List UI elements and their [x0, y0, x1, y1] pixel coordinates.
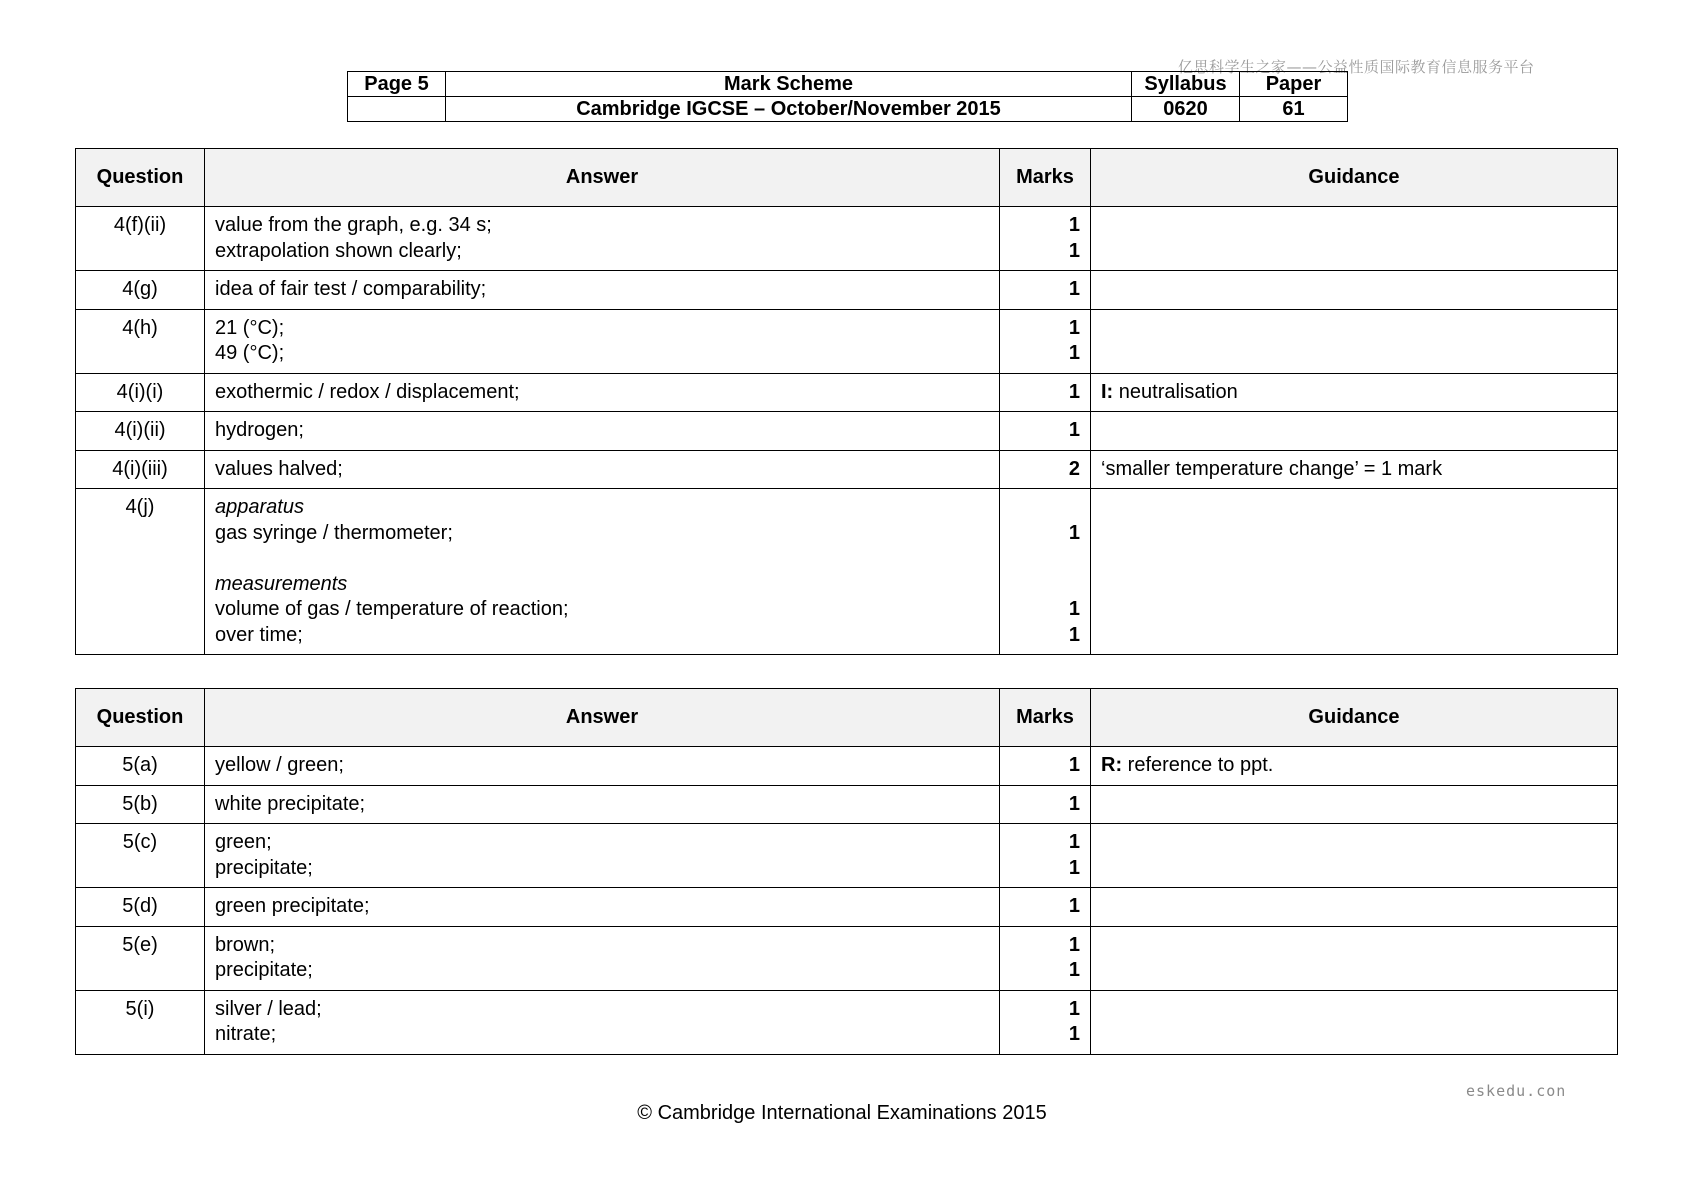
answer-line: values halved;: [215, 457, 343, 480]
answer-cell: [205, 450, 1000, 489]
table-body: [76, 207, 1618, 655]
question-header: Question: [76, 689, 205, 747]
guidance-text: neutralisation: [1113, 380, 1238, 403]
guidance-cell: [1091, 824, 1618, 888]
mark-value: 1: [1068, 754, 1080, 776]
question-number: 5(e): [76, 926, 205, 990]
header-table: [347, 71, 1348, 122]
guidance-text: reference to ppt.: [1122, 754, 1274, 776]
question-number: 5(i): [76, 990, 205, 1054]
answer-line: 21 (°C);: [215, 316, 285, 339]
mark-value: [1010, 495, 1080, 521]
mark-value: 1: [1068, 521, 1080, 544]
mark-value: 1: [1068, 214, 1080, 236]
question-number: 4(f)(ii): [76, 207, 205, 271]
answer-line: yellow / green;: [215, 754, 344, 776]
answer-line: 49 (°C);: [215, 342, 285, 364]
question-number: 4(i)(iii): [76, 450, 205, 489]
table-row: [76, 373, 1618, 412]
answer-header: Answer: [205, 149, 1000, 207]
mark-value: 1: [1068, 997, 1080, 1020]
guidance-cell: [1091, 450, 1618, 489]
question-number: 5(c): [76, 824, 205, 888]
mark-value: [1010, 572, 1080, 598]
marks-header: Marks: [1000, 689, 1091, 747]
answer-line: silver / lead;: [215, 997, 322, 1020]
marks-cell: [1000, 412, 1091, 451]
answer-line: white precipitate;: [215, 792, 366, 815]
answer-line: gas syringe / thermometer;: [215, 521, 453, 544]
answer-cell: [205, 990, 1000, 1054]
mark-value: 1: [1068, 342, 1080, 364]
mark-value: 1: [1068, 792, 1080, 815]
mark-scheme-table-5: [75, 688, 1618, 1055]
answer-cell: [205, 888, 1000, 927]
mark-value: [1010, 546, 1080, 572]
table-row: [76, 926, 1618, 990]
exam-name: Cambridge IGCSE – October/November 2015: [446, 97, 1132, 122]
guidance-cell: [1091, 309, 1618, 373]
paper-number: 61: [1240, 97, 1348, 122]
question-number: 4(j): [76, 489, 205, 655]
document-title: Mark Scheme: [446, 72, 1132, 97]
question-number: 4(g): [76, 271, 205, 310]
marks-header: Marks: [1000, 149, 1091, 207]
mark-value: 1: [1068, 933, 1080, 956]
question-number: 5(d): [76, 888, 205, 927]
answer-line: apparatus: [215, 496, 304, 518]
question-number: 4(h): [76, 309, 205, 373]
answer-line: volume of gas / temperature of reaction;: [215, 598, 569, 620]
watermark-bottom: eskedu.con: [1466, 1082, 1567, 1100]
marks-cell: [1000, 824, 1091, 888]
answer-line: brown;: [215, 933, 276, 956]
marks-cell: [1000, 309, 1091, 373]
table-row: [76, 888, 1618, 927]
mark-value: 1: [1068, 895, 1080, 917]
question-number: 4(i)(i): [76, 373, 205, 412]
question-header: Question: [76, 149, 205, 207]
marks-cell: [1000, 747, 1091, 786]
table-row: [76, 309, 1618, 373]
guidance-cell: [1091, 888, 1618, 927]
guidance-cell: [1091, 412, 1618, 451]
guidance-cell: [1091, 747, 1618, 786]
question-number: 4(i)(ii): [76, 412, 205, 451]
answer-line: over time;: [215, 623, 303, 646]
answer-cell: [205, 373, 1000, 412]
paper-label: Paper: [1240, 72, 1348, 97]
answer-cell: [205, 926, 1000, 990]
table-row: [76, 747, 1618, 786]
table-row: [76, 412, 1618, 451]
question-number: 5(a): [76, 747, 205, 786]
mark-value: 1: [1068, 598, 1080, 620]
table-row: [76, 450, 1618, 489]
marks-cell: [1000, 207, 1091, 271]
answer-line: hydrogen;: [215, 419, 304, 441]
mark-value: 1: [1068, 623, 1080, 646]
table-row: [76, 207, 1618, 271]
guidance-cell: [1091, 990, 1618, 1054]
mark-value: 1: [1068, 278, 1080, 300]
answer-line: green;: [215, 831, 272, 853]
marks-cell: [1000, 926, 1091, 990]
table-row: [76, 785, 1618, 824]
guidance-header: Guidance: [1091, 149, 1618, 207]
answer-cell: [205, 785, 1000, 824]
mark-value: 1: [1068, 419, 1080, 441]
answer-header: Answer: [205, 689, 1000, 747]
guidance-cell: [1091, 926, 1618, 990]
table-row: [76, 990, 1618, 1054]
marks-cell: [1000, 489, 1091, 655]
table-row: [76, 824, 1618, 888]
guidance-cell: [1091, 373, 1618, 412]
mark-value: 2: [1068, 457, 1080, 480]
answer-line: extrapolation shown clearly;: [215, 239, 462, 262]
marks-cell: [1000, 785, 1091, 824]
answer-line: value from the graph, e.g. 34 s;: [215, 214, 492, 236]
table-body: [76, 747, 1618, 1055]
empty-cell: [348, 97, 446, 122]
answer-cell: [205, 309, 1000, 373]
answer-line: measurements: [215, 572, 348, 595]
marks-cell: [1000, 990, 1091, 1054]
answer-cell: [205, 747, 1000, 786]
answer-line: precipitate;: [215, 959, 313, 981]
answer-cell: [205, 489, 1000, 655]
answer-line: exothermic / redox / displacement;: [215, 380, 520, 403]
syllabus-label: Syllabus: [1132, 72, 1240, 97]
answer-line: precipitate;: [215, 856, 313, 879]
page-label: Page 5: [348, 72, 446, 97]
guidance-header: Guidance: [1091, 689, 1618, 747]
guidance-text: ‘smaller temperature change’ = 1 mark: [1101, 457, 1443, 480]
answer-line: idea of fair test / comparability;: [215, 278, 487, 300]
mark-scheme-table-4: [75, 148, 1618, 655]
marks-cell: [1000, 450, 1091, 489]
table-row: [76, 271, 1618, 310]
guidance-prefix: I:: [1101, 380, 1114, 403]
guidance-cell: [1091, 207, 1618, 271]
copyright-footer: © Cambridge International Examinations 2015: [637, 1102, 1047, 1124]
question-number: 5(b): [76, 785, 205, 824]
guidance-prefix: R:: [1101, 754, 1123, 776]
answer-line: [215, 546, 989, 572]
mark-value: 1: [1068, 831, 1080, 853]
guidance-cell: [1091, 785, 1618, 824]
answer-cell: [205, 824, 1000, 888]
mark-value: 1: [1068, 959, 1080, 981]
answer-cell: [205, 271, 1000, 310]
mark-value: 1: [1068, 380, 1080, 403]
marks-cell: [1000, 271, 1091, 310]
answer-cell: [205, 207, 1000, 271]
mark-value: 1: [1068, 316, 1080, 339]
marks-cell: [1000, 888, 1091, 927]
answer-line: nitrate;: [215, 1023, 277, 1045]
marks-cell: [1000, 373, 1091, 412]
guidance-cell: [1091, 489, 1618, 655]
watermark-top: 亿思科学生之家——公益性质国际教育信息服务平台: [1178, 58, 1535, 76]
syllabus-code: 0620: [1132, 97, 1240, 122]
answer-cell: [205, 412, 1000, 451]
mark-value: 1: [1068, 856, 1080, 879]
answer-line: green precipitate;: [215, 895, 370, 917]
mark-value: 1: [1068, 239, 1080, 262]
guidance-cell: [1091, 271, 1618, 310]
mark-value: 1: [1068, 1023, 1080, 1045]
table-row: [76, 489, 1618, 655]
